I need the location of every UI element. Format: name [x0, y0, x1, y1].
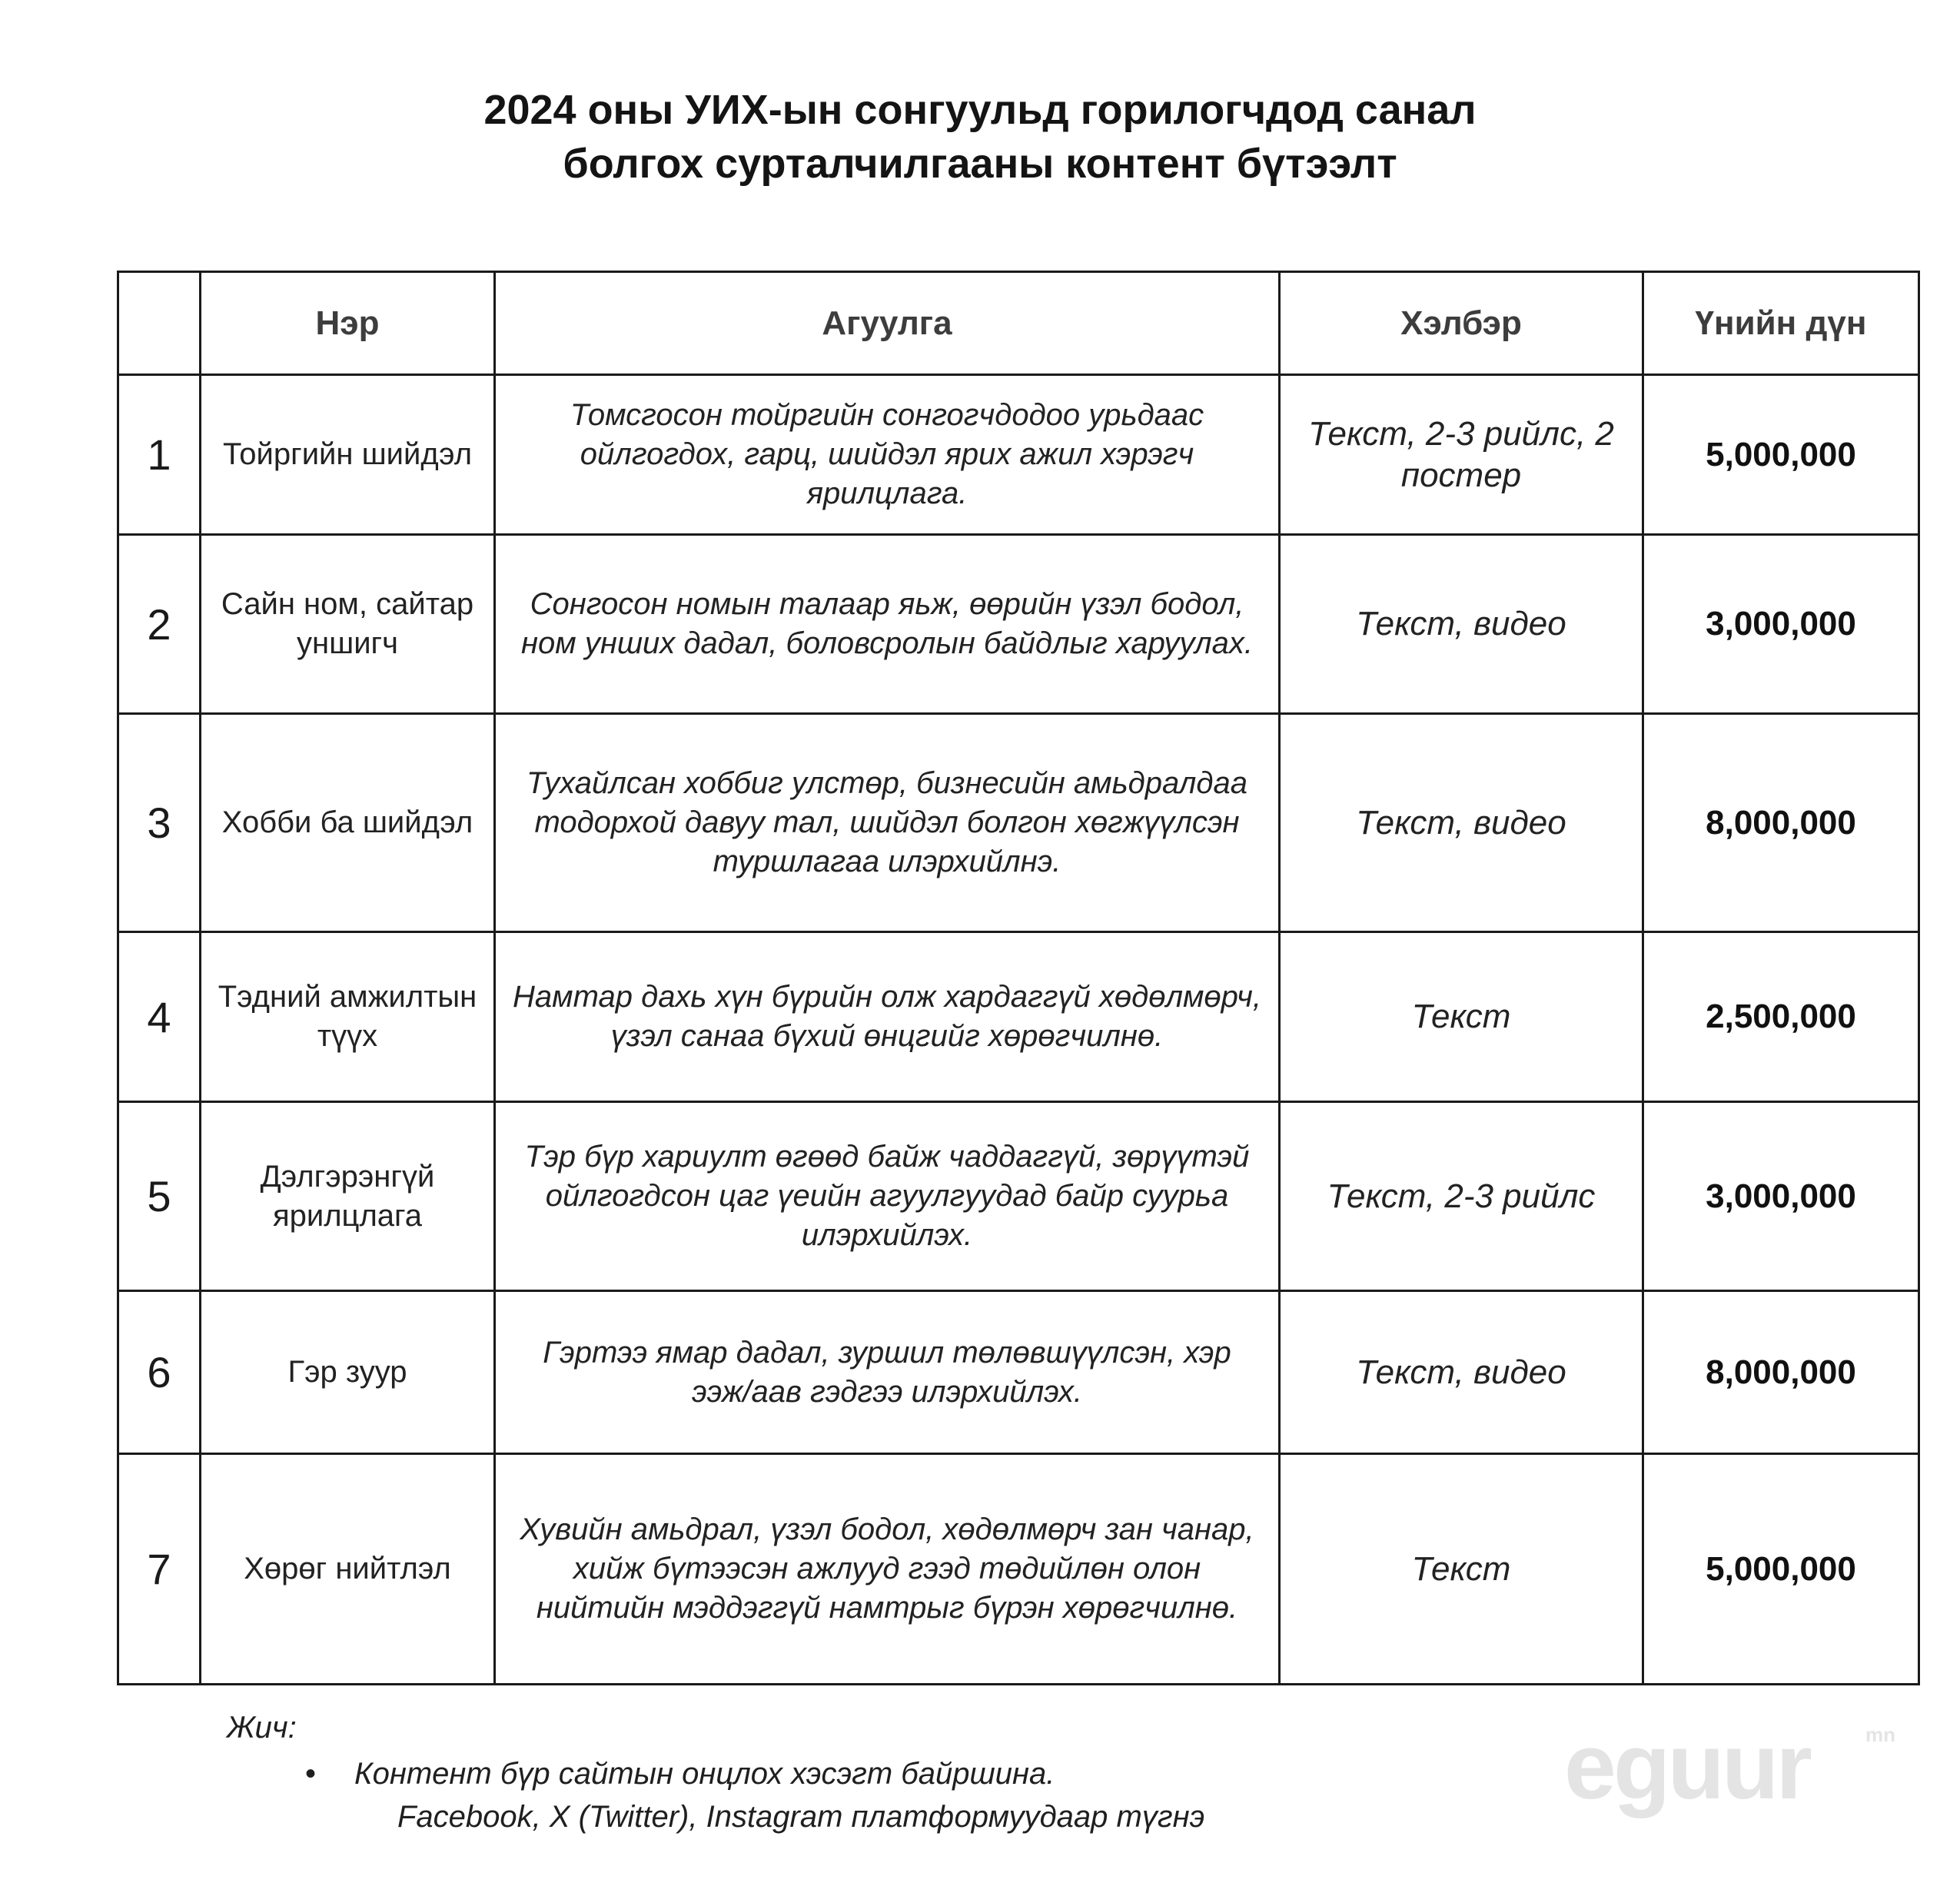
row-format: Текст: [1280, 932, 1643, 1102]
table-row: [118, 714, 1919, 932]
row-content: Хувийн амьдрал, үзэл бодол, хөдөлмөрч зан чанар, хийж бүтээсэн ажлууд гээд төдийлөн олон нийтийн мэддэггүй намтрыг бүрэн хөрөгчилнө.: [495, 1454, 1280, 1685]
row-number: 1: [118, 375, 201, 535]
eguur-logo-watermark: [1556, 1708, 1910, 1838]
header-content: Агуулга: [495, 272, 1280, 375]
row-name: Дэлгэрэнгүй ярилцлага: [201, 1102, 495, 1291]
row-name: Тойргийн шийдэл: [201, 375, 495, 535]
row-price: 2,500,000: [1643, 932, 1919, 1102]
table-row: [118, 1454, 1919, 1685]
table-row: [118, 1291, 1919, 1454]
notes-label: Жич:: [227, 1711, 297, 1745]
row-format: Текст, 2-3 рийлс: [1280, 1102, 1643, 1291]
row-price: 8,000,000: [1643, 714, 1919, 932]
header-number: [118, 272, 201, 375]
row-format: Текст, видео: [1280, 714, 1643, 932]
row-number: 3: [118, 714, 201, 932]
row-price: 8,000,000: [1643, 1291, 1919, 1454]
note-line-2: Facebook, X (Twitter), Instagram платформуудаар түгнэ: [397, 1800, 1205, 1834]
row-content: Томсгосон тойргийн сонгогчдодоо урьдаас ойлгогдох, гарц, шийдэл ярих ажил хэрэгч ярилцлага.: [495, 375, 1280, 535]
table-row: [118, 375, 1919, 535]
table-row: [118, 932, 1919, 1102]
watermark-text: eguur: [1564, 1714, 1809, 1818]
table-header-row: [118, 272, 1919, 375]
notes-list: [227, 1754, 1204, 1837]
page-title: [0, 83, 1960, 191]
row-format: Текст, видео: [1280, 1291, 1643, 1454]
row-format: Текст, видео: [1280, 535, 1643, 714]
table-row: [118, 1102, 1919, 1291]
notes-section: [227, 1708, 1204, 1837]
row-name: Хобби ба шийдэл: [201, 714, 495, 932]
watermark-suffix: mn: [1865, 1723, 1895, 1746]
note-line-1: Контент бүр сайтын онцлох хэсэгт байршина.: [354, 1757, 1055, 1791]
row-number: 6: [118, 1291, 201, 1454]
row-content: Намтар дахь хүн бүрийн олж хардаггүй хөдөлмөрч, үзэл санаа бүхий өнцгийг хөрөгчилнө.: [495, 932, 1280, 1102]
list-item: [305, 1754, 1205, 1837]
row-price: 3,000,000: [1643, 535, 1919, 714]
row-format: Текст: [1280, 1454, 1643, 1685]
row-content: Гэртээ ямар дадал, зуршил төлөвшүүлсэн, хэр ээж/аав гэдгээ илэрхийлэх.: [495, 1291, 1280, 1454]
row-number: 7: [118, 1454, 201, 1685]
row-content: Сонгосон номын талаар яьж, өөрийн үзэл бодол, ном унших дадал, боловсролын байдлыг харуулах.: [495, 535, 1280, 714]
content-table: [117, 271, 1920, 1685]
row-number: 4: [118, 932, 201, 1102]
row-price: 3,000,000: [1643, 1102, 1919, 1291]
header-name: Нэр: [201, 272, 495, 375]
title-line-1: 2024 оны УИХ-ын сонгуульд горилогчдод санал: [483, 87, 1477, 133]
row-price: 5,000,000: [1643, 1454, 1919, 1685]
title-line-2: болгох сурталчилгааны контент бүтээлт: [563, 141, 1397, 187]
row-content: Тэр бүр хариулт өгөөд байж чаддаггүй, зөрүүтэй ойлгогдсон цаг үеийн агуулгуудад байр суурьа илэрхийлэх.: [495, 1102, 1280, 1291]
row-number: 5: [118, 1102, 201, 1291]
header-price: Үнийн дүн: [1643, 272, 1919, 375]
row-name: Хөрөг нийтлэл: [201, 1454, 495, 1685]
row-name: Гэр зуур: [201, 1291, 495, 1454]
row-name: Сайн ном, сайтар уншигч: [201, 535, 495, 714]
row-price: 5,000,000: [1643, 375, 1919, 535]
row-number: 2: [118, 535, 201, 714]
header-format: Хэлбэр: [1280, 272, 1643, 375]
table-row: [118, 535, 1919, 714]
row-format: Текст, 2-3 рийлс, 2 постер: [1280, 375, 1643, 535]
row-name: Тэдний амжилтын түүх: [201, 932, 495, 1102]
row-content: Тухайлсан хоббиг улстөр, бизнесийн амьдралдаа тодорхой давуу тал, шийдэл болгон хөгжүүлсэн туршлагаа илэрхийлнэ.: [495, 714, 1280, 932]
bullet-icon: •: [305, 1757, 317, 1791]
